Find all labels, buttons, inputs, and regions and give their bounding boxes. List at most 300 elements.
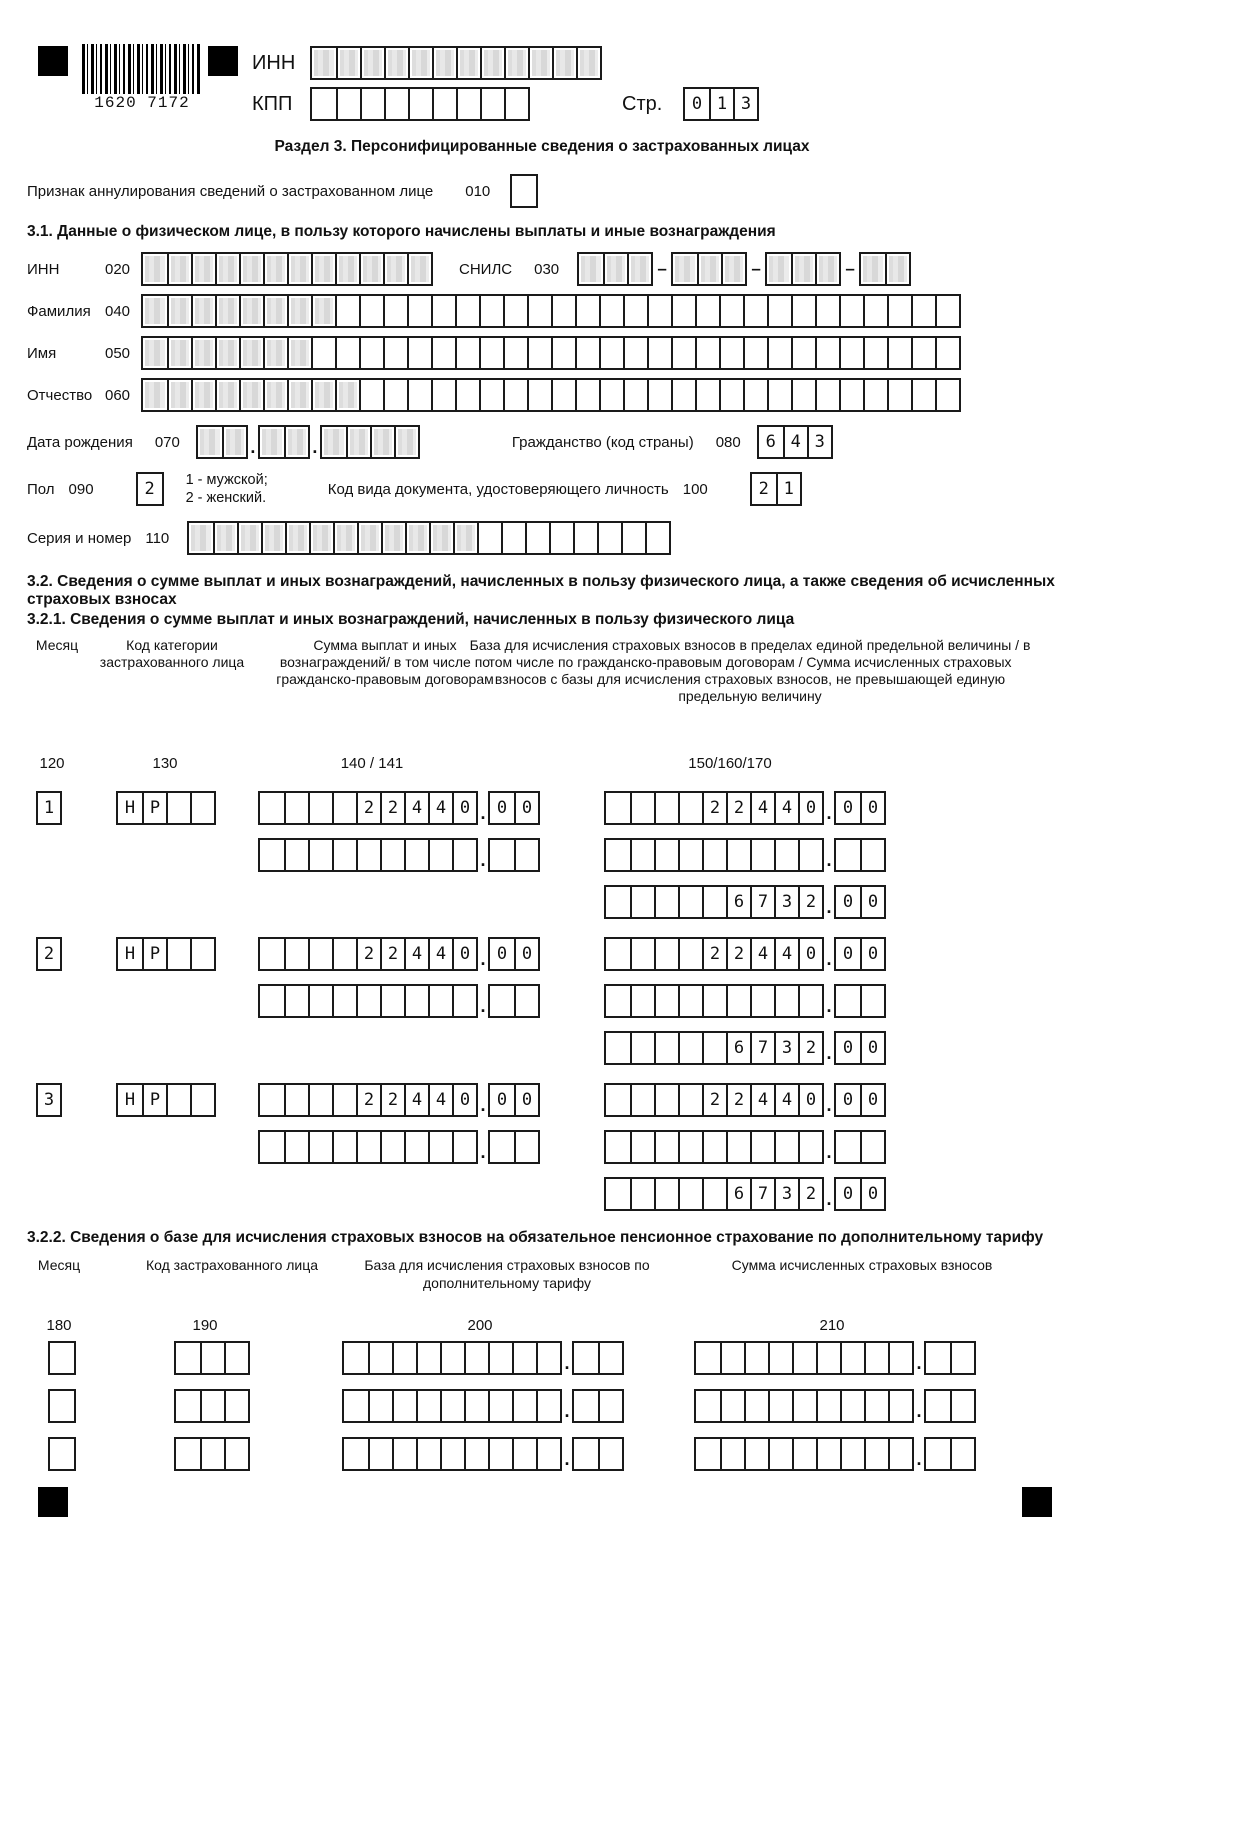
snils-label: СНИЛС [459, 260, 513, 278]
form-cell: 3 [807, 427, 831, 457]
form-cell: 1 [776, 474, 800, 504]
form-cell [428, 986, 452, 1016]
form-cell [673, 254, 697, 284]
form-cell [356, 986, 380, 1016]
form-cell: Н [124, 798, 136, 819]
form-cell [603, 254, 627, 284]
form-cell [239, 338, 263, 368]
form-cell [488, 1343, 512, 1373]
col-sum-header: Сумма исчисленных страховых взносов [731, 1257, 993, 1274]
form-cell [370, 427, 394, 457]
form-cell [166, 1085, 190, 1115]
form-cell [678, 939, 702, 969]
form-cell [368, 1439, 392, 1469]
form-cell [408, 48, 432, 78]
form-cell [405, 523, 429, 553]
form-cell [743, 338, 767, 368]
base-frac-field [572, 1341, 624, 1375]
decimal-separator [824, 1043, 834, 1065]
form-cell: 4 [404, 793, 428, 823]
barcode [82, 44, 200, 96]
form-cell: 4 [750, 1085, 774, 1115]
form-cell [695, 296, 719, 326]
form-cell [287, 380, 311, 410]
form-cell: 0 [842, 944, 854, 965]
form-cell [525, 523, 549, 553]
form-cell [576, 48, 600, 78]
payments-int-field [258, 791, 478, 825]
form-cell [696, 1439, 720, 1469]
form-cell [428, 840, 452, 870]
form-cell [191, 296, 215, 326]
form-cell: 2 [726, 793, 750, 823]
addtariff-base [342, 1437, 624, 1471]
registration-mark [38, 46, 68, 76]
decimal-separator [824, 949, 834, 971]
base-frac-field [572, 1437, 624, 1471]
form-cell [357, 523, 381, 553]
addtariff-row-1 [27, 1341, 1235, 1375]
form-cell [431, 296, 455, 326]
form-cell [792, 1343, 816, 1373]
form-cell [598, 1343, 622, 1373]
decimal-separator [478, 1095, 488, 1117]
form-cell: Р [142, 793, 166, 823]
form-cell [190, 1085, 214, 1115]
gender-legend-female: 2 - женский. [185, 490, 267, 507]
doc-type-label: Код вида документа, удостоверяющего личность [327, 480, 669, 498]
section3-title: Раздел 3. Персонифицированные сведения о застрахованных лицах [274, 138, 810, 155]
form-cell: 4 [774, 1085, 798, 1115]
form-cell [654, 939, 678, 969]
form-cell [606, 1085, 630, 1115]
sum-int-field [694, 1389, 914, 1423]
section322-title: 3.2.2. Сведения о базе для исчисления страховых взносов на обязательное пенсионное страхование по дополнительному тарифу [27, 1229, 1044, 1247]
form-cell [536, 1439, 560, 1469]
decimal-separator [824, 1142, 834, 1164]
form-cell [166, 793, 190, 823]
form-cell [284, 427, 308, 457]
form-cell [575, 380, 599, 410]
form-cell [167, 296, 191, 326]
form-cell [335, 254, 359, 284]
header-kpp-label: КПП [252, 93, 293, 115]
form-cell: 0 [860, 793, 884, 823]
form-cell [696, 1343, 720, 1373]
form-cell [260, 1085, 284, 1115]
form-cell [383, 380, 407, 410]
form-cell [750, 986, 774, 1016]
payments-amount [258, 1083, 540, 1117]
form-cell [678, 793, 702, 823]
form-cell [332, 793, 356, 823]
gender-legend [186, 471, 268, 507]
inn-code: 020 [105, 260, 131, 278]
form-cell [200, 1343, 224, 1373]
form-cell [863, 380, 887, 410]
addtariff-row-3 [27, 1437, 1235, 1471]
form-cell: 4 [750, 793, 774, 823]
form-cell [816, 1343, 840, 1373]
base-gpd-amount [604, 1130, 886, 1164]
form-cell [455, 380, 479, 410]
form-cell [695, 338, 719, 368]
field-040-row [27, 294, 1235, 328]
form-cell [344, 1343, 368, 1373]
form-cell [50, 1439, 74, 1469]
form-cell [950, 1391, 974, 1421]
contrib-frac-field [834, 1031, 886, 1065]
decimal-separator [478, 1142, 488, 1164]
code-120: 120 [39, 755, 65, 773]
form-cell [654, 1132, 678, 1162]
form-cell: 2 [380, 793, 404, 823]
form-cell [490, 840, 514, 870]
form-cell [455, 338, 479, 368]
form-cell: 0 [514, 793, 538, 823]
form-cell: 2 [144, 479, 155, 500]
form-cell: 4 [428, 793, 452, 823]
form-cell [332, 986, 356, 1016]
form-cell [836, 840, 860, 870]
form-cell: 7 [750, 887, 774, 917]
form-cell [215, 380, 239, 410]
form-cell [191, 338, 215, 368]
form-cell [743, 296, 767, 326]
form-cell [50, 1343, 74, 1373]
inn-label: ИНН [27, 260, 60, 278]
snils-separator [747, 259, 765, 279]
form-cell [836, 1132, 860, 1162]
insured-code-field [174, 1389, 250, 1423]
form-cell [490, 986, 514, 1016]
form-cell [143, 380, 167, 410]
gender-legend-male: 1 - мужской; [185, 472, 268, 488]
form-cell [621, 523, 645, 553]
form-cell: 4 [428, 1085, 452, 1115]
citizenship-field [757, 425, 833, 459]
base-frac-field [834, 791, 886, 825]
form-cell: 6 [726, 887, 750, 917]
form-cell [536, 1343, 560, 1373]
month-2-row-gpd [27, 984, 1235, 1018]
form-cell [167, 338, 191, 368]
month-2-row-contrib [27, 1031, 1235, 1065]
form-cell [678, 887, 702, 917]
form-cell: 0 [842, 1090, 854, 1111]
form-cell [311, 380, 335, 410]
form-cell [416, 1391, 440, 1421]
form-cell [380, 1132, 404, 1162]
form-cell [384, 89, 408, 119]
form-cell: 0 [798, 1085, 822, 1115]
form-cell [702, 1179, 726, 1209]
form-cell [190, 939, 214, 969]
form-cell [440, 1439, 464, 1469]
col-month-header: Месяц [35, 637, 79, 654]
form-cell [176, 1343, 200, 1373]
form-cell [359, 254, 383, 284]
form-cell [332, 1132, 356, 1162]
form-cell [359, 296, 383, 326]
contrib-int-field [604, 1177, 824, 1211]
form-cell [514, 840, 538, 870]
form-cell [198, 427, 222, 457]
form-cell [394, 427, 418, 457]
form-cell [503, 380, 527, 410]
base-int-field [342, 1389, 562, 1423]
form-cell [950, 1343, 974, 1373]
contrib-frac-field [834, 885, 886, 919]
form-cell: 2 [798, 1033, 822, 1063]
form-cell [654, 986, 678, 1016]
form-cell [630, 793, 654, 823]
name-code: 050 [105, 344, 131, 362]
contrib-int-field [604, 885, 824, 919]
form-cell [356, 1132, 380, 1162]
sum-frac-field [924, 1389, 976, 1423]
form-cell [573, 523, 597, 553]
form-cell [606, 887, 630, 917]
form-cell [432, 48, 456, 78]
form-cell: 2 [758, 479, 769, 500]
form-cell [774, 1132, 798, 1162]
form-cell [501, 523, 525, 553]
form-cell [514, 986, 538, 1016]
form-cell: 3 [774, 1033, 798, 1063]
form-cell [335, 338, 359, 368]
form-cell: 0 [496, 1090, 508, 1111]
form-cell [332, 939, 356, 969]
form-cell [654, 1085, 678, 1115]
form-cell [750, 1132, 774, 1162]
form-cell: 0 [798, 793, 822, 823]
decimal-separator [478, 949, 488, 971]
form-cell [654, 887, 678, 917]
form-cell [702, 1132, 726, 1162]
surname-code: 040 [105, 302, 131, 320]
form-cell [312, 48, 336, 78]
form-cell [464, 1439, 488, 1469]
form-cell [630, 840, 654, 870]
month-group-2 [27, 937, 1235, 1065]
base-gpd-int-field [604, 838, 824, 872]
contrib-amount [604, 885, 886, 919]
form-cell [864, 1439, 888, 1469]
form-cell [839, 338, 863, 368]
form-cell [598, 1439, 622, 1469]
form-cell [678, 1179, 702, 1209]
form-cell [767, 296, 791, 326]
serial-field [187, 521, 671, 555]
base-gpd-frac-field [834, 984, 886, 1018]
form-cell [407, 380, 431, 410]
decimal-separator [914, 1401, 924, 1423]
form-cell [888, 1391, 912, 1421]
form-cell [702, 887, 726, 917]
form-cell [224, 1391, 248, 1421]
form-cell [888, 1439, 912, 1469]
form-cell [816, 1391, 840, 1421]
form-cell: 7 [750, 1033, 774, 1063]
form-cell: 4 [774, 793, 798, 823]
form-cell [432, 89, 456, 119]
field-010-row [27, 174, 1235, 208]
form-cell [623, 380, 647, 410]
form-cell [392, 1439, 416, 1469]
payments-gpd-frac-field [488, 984, 540, 1018]
month-3-row-gpd [27, 1130, 1235, 1164]
annul-label: Признак аннулирования сведений о застрахованном лице [27, 182, 434, 200]
payments-int-field [258, 1083, 478, 1117]
form-cell [630, 1132, 654, 1162]
form-cell [574, 1343, 598, 1373]
form-cell [260, 793, 284, 823]
form-cell [767, 380, 791, 410]
form-cell [695, 380, 719, 410]
form-cell [815, 296, 839, 326]
form-cell [744, 1439, 768, 1469]
form-cell: Р [142, 939, 166, 969]
col-base-header: База для исчисления страховых взносов в пределах единой предельной величины / в том числе по гражданско-правовым договорам / Сумма исчисленных страховых взносов с базы для исчисления страховых взносов, не превышающей единую предельную величину [469, 637, 1031, 705]
form-cell [574, 1439, 598, 1469]
form-cell [191, 380, 215, 410]
form-cell: 0 [860, 1179, 884, 1209]
snils-code: 030 [534, 260, 560, 278]
snils-separator [653, 259, 671, 279]
form-cell: 6 [726, 1033, 750, 1063]
form-cell: 2 [356, 1085, 380, 1115]
payments-gpd-frac-field [488, 1130, 540, 1164]
form-cell [311, 338, 335, 368]
base-amount [604, 1083, 886, 1117]
payments-gpd-frac-field [488, 838, 540, 872]
form-cell [383, 338, 407, 368]
form-cell [768, 1391, 792, 1421]
form-cell [702, 840, 726, 870]
form-cell [407, 338, 431, 368]
form-cell [408, 89, 432, 119]
sum-int-field [694, 1341, 914, 1375]
form-cell [719, 296, 743, 326]
form-cell [863, 296, 887, 326]
form-cell [719, 380, 743, 410]
form-cell [678, 1132, 702, 1162]
section321-title: 3.2.1. Сведения о сумме выплат и иных вознаграждений, начисленных в пользу физического лица [27, 611, 795, 629]
decimal-separator [478, 996, 488, 1018]
form-cell: 0 [860, 1033, 884, 1063]
form-cell [176, 1391, 200, 1421]
snils-field-3 [765, 252, 841, 286]
sum-frac-field [924, 1437, 976, 1471]
form-cell [575, 296, 599, 326]
form-cell [404, 1132, 428, 1162]
form-cell [368, 1391, 392, 1421]
form-cell [215, 254, 239, 284]
form-cell [284, 1132, 308, 1162]
form-cell: 4 [404, 939, 428, 969]
form-cell [392, 1343, 416, 1373]
form-cell [260, 1132, 284, 1162]
form-cell [176, 1439, 200, 1469]
form-cell [671, 380, 695, 410]
form-cell [452, 840, 476, 870]
patronymic-field [141, 378, 961, 412]
form-cell [344, 1391, 368, 1421]
form-cell [630, 887, 654, 917]
form-cell [767, 254, 791, 284]
form-cell [479, 338, 503, 368]
form-cell [311, 254, 335, 284]
form-cell [260, 939, 284, 969]
base-int-field [604, 937, 824, 971]
form-cell [599, 296, 623, 326]
form-cell: Н [124, 1090, 136, 1111]
form-cell [431, 338, 455, 368]
form-cell [504, 48, 528, 78]
form-cell: 4 [750, 939, 774, 969]
base-int-field [604, 791, 824, 825]
decimal-separator [478, 803, 488, 825]
form-cell [678, 986, 702, 1016]
payments-frac-field [488, 1083, 540, 1117]
decimal-separator [562, 1449, 572, 1471]
form-cell [885, 254, 909, 284]
form-cell [792, 1391, 816, 1421]
form-cell [308, 1085, 332, 1115]
decimal-separator [914, 1353, 924, 1375]
form-cell [287, 254, 311, 284]
form-cell: 0 [452, 939, 476, 969]
form-cell: 0 [842, 1184, 854, 1205]
form-cell [791, 380, 815, 410]
form-cell [263, 254, 287, 284]
form-cell [671, 296, 695, 326]
base-frac-field [834, 937, 886, 971]
base-gpd-int-field [604, 984, 824, 1018]
form-cell: 3 [774, 1179, 798, 1209]
citizenship-code: 080 [715, 433, 741, 451]
form-cell [464, 1343, 488, 1373]
form-cell [750, 840, 774, 870]
form-cell: 2 [356, 939, 380, 969]
form-cell [774, 840, 798, 870]
form-cell [840, 1439, 864, 1469]
decimal-separator [562, 1401, 572, 1423]
registration-mark [208, 46, 238, 76]
base-int-field [342, 1341, 562, 1375]
code-140-141: 140 / 141 [340, 755, 404, 773]
form-cell [697, 254, 721, 284]
form-cell [167, 380, 191, 410]
addtariff-row-2 [27, 1389, 1235, 1423]
base-gpd-amount [604, 984, 886, 1018]
form-cell [887, 338, 911, 368]
form-cell [260, 840, 284, 870]
form-cell [911, 296, 935, 326]
form-cell [416, 1343, 440, 1373]
table321-header [27, 637, 1235, 751]
month-field [36, 937, 62, 971]
code-200: 200 [467, 1317, 493, 1335]
form-cell [360, 48, 384, 78]
form-cell: 3 [43, 1090, 55, 1111]
decimal-separator [824, 1095, 834, 1117]
form-cell [384, 48, 408, 78]
form-cell [452, 1132, 476, 1162]
form-cell [630, 1179, 654, 1209]
form-cell [645, 523, 669, 553]
